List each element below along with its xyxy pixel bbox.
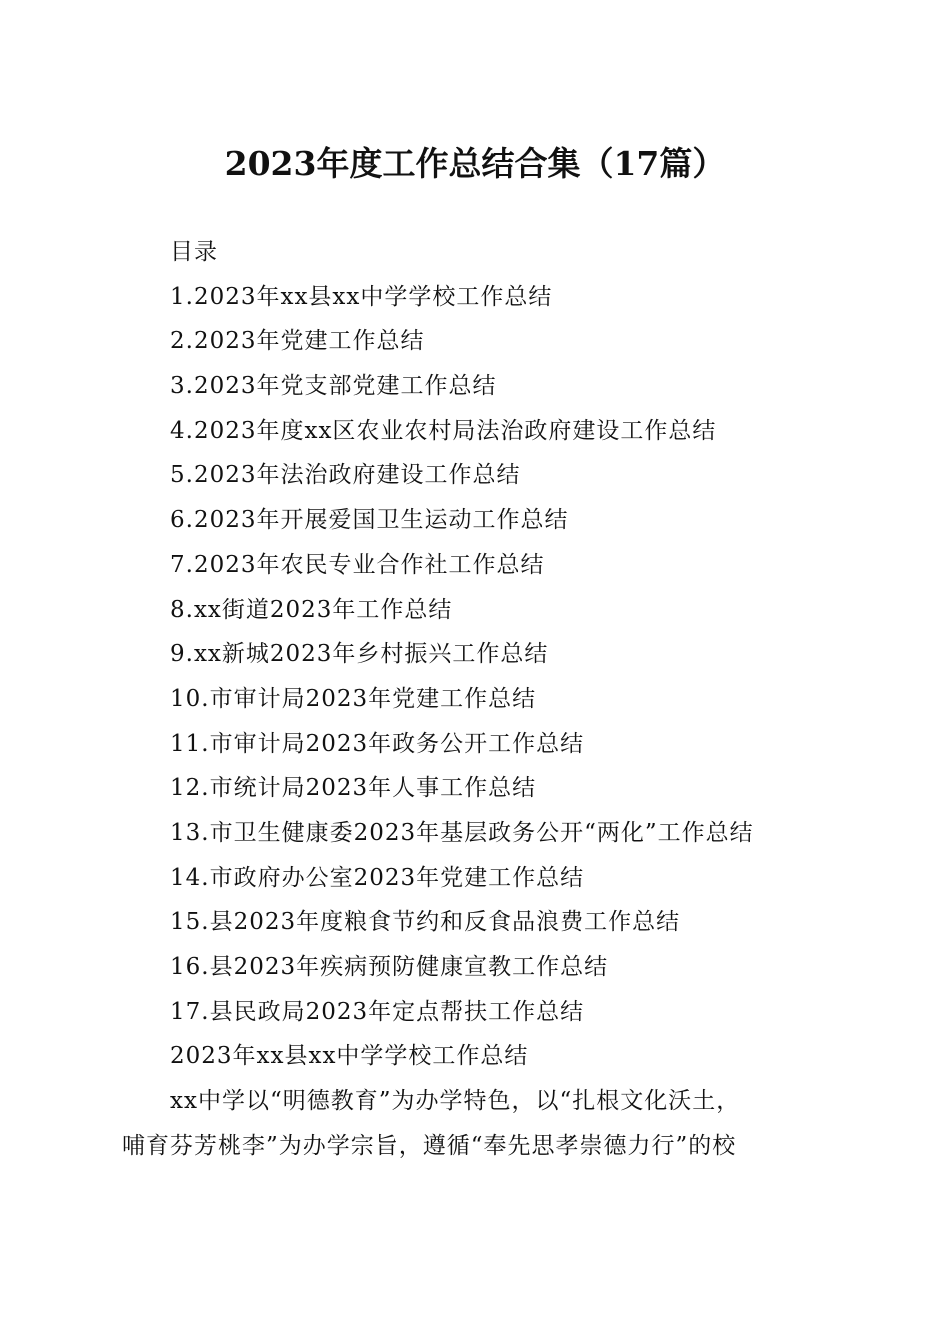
toc-item: 6.2023年开展爱国卫生运动工作总结 [170, 507, 569, 534]
table-of-contents [170, 234, 890, 1083]
section-heading: 2023年xx县xx中学学校工作总结 [170, 1043, 529, 1070]
toc-item: 5.2023年法治政府建设工作总结 [170, 462, 521, 489]
document-title: 2023年度工作总结合集（17篇） [224, 144, 726, 183]
body-paragraph [122, 1083, 832, 1172]
toc-heading: 目录 [170, 239, 218, 265]
paragraph-line: 哺育芬芳桃李”为办学宗旨，遵循“奉先思孝崇德力行”的校 [122, 1132, 737, 1159]
toc-item: 4.2023年度xx区农业农村局法治政府建设工作总结 [170, 417, 717, 444]
toc-item: 11.市审计局2023年政务公开工作总结 [170, 730, 585, 757]
toc-item: 7.2023年农民专业合作社工作总结 [170, 551, 545, 578]
paragraph-line: xx中学以“明德教育”为办学特色，以“扎根文化沃土， [170, 1088, 741, 1114]
toc-item: 8.xx街道2023年工作总结 [170, 596, 453, 623]
toc-item: 12.市统计局2023年人事工作总结 [170, 775, 537, 802]
toc-item: 13.市卫生健康委2023年基层政务公开“两化”工作总结 [170, 819, 754, 846]
toc-item: 1.2023年xx县xx中学学校工作总结 [170, 283, 553, 310]
toc-item: 16.县2023年疾病预防健康宣教工作总结 [170, 954, 609, 980]
toc-item: 10.市审计局2023年党建工作总结 [170, 685, 537, 712]
toc-item: 3.2023年党支部党建工作总结 [170, 373, 497, 400]
toc-item: 15.县2023年度粮食节约和反食品浪费工作总结 [170, 909, 681, 936]
toc-item: 2.2023年党建工作总结 [170, 328, 425, 355]
toc-item: 14.市政府办公室2023年党建工作总结 [170, 864, 585, 891]
toc-item: 17.县民政局2023年定点帮扶工作总结 [170, 998, 585, 1025]
toc-item: 9.xx新城2023年乡村振兴工作总结 [170, 641, 549, 668]
